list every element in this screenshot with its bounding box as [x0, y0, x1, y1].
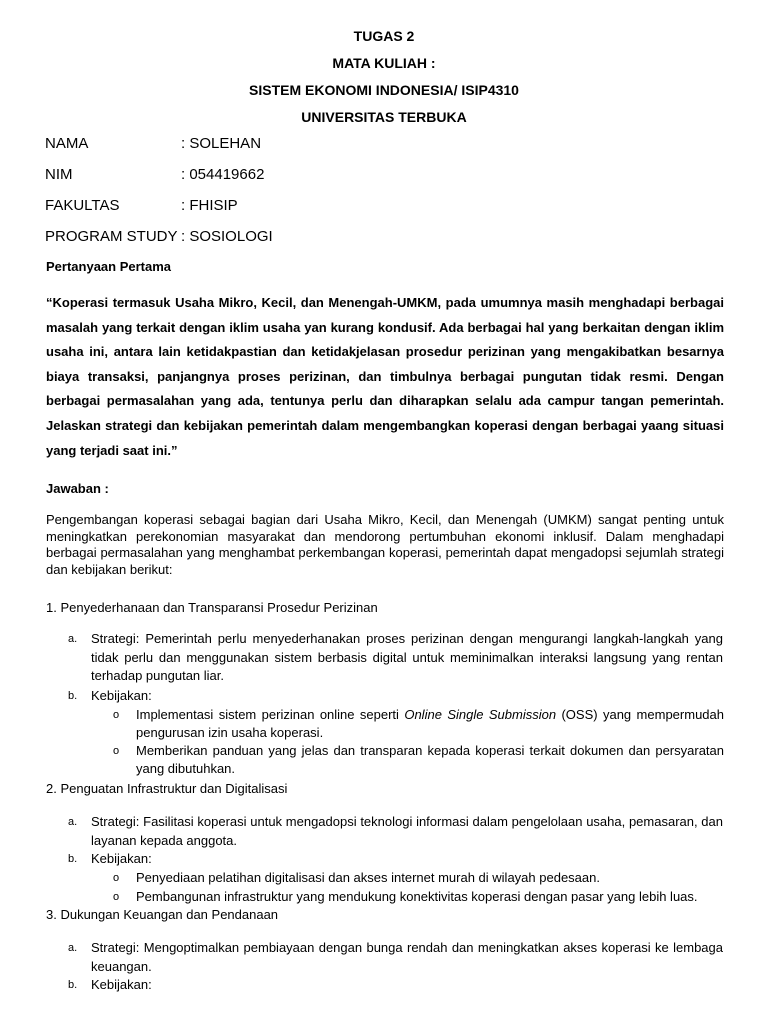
section-2-strategy: Strategi: Fasilitasi koperasi untuk mengadopsi teknologi informasi dalam pengelolaan usaha, pemasaran, dan layanan kepada anggota.: [91, 814, 723, 848]
answer-heading: Jawaban :: [46, 481, 109, 496]
section-3-policy-marker: b.: [68, 979, 78, 991]
section-3-strategy: Strategi: Mengoptimalkan pembiayaan dengan bunga rendah dan meningkatkan akses koperasi ke lembaga keuangan.: [91, 940, 723, 974]
question-heading: Pertanyaan Pertama: [46, 259, 172, 274]
section-3-policy-label: Kebijakan:: [91, 977, 152, 992]
section-1-policy-label: Kebijakan:: [91, 688, 152, 703]
faculty-value: : FHISIP: [181, 197, 238, 214]
doc-title: TUGAS 2: [353, 28, 415, 44]
section-1-policy-2: Memberikan panduan yang jelas dan transparan kepada koperasi terkait dokumen dan persyaratan yang dibutuhkan.: [136, 743, 724, 777]
program-value: : SOSIOLOGI: [181, 228, 273, 245]
section-2-title: 2. Penguatan Infrastruktur dan Digitalisasi: [46, 781, 288, 796]
section-2-bullet-1: o: [113, 872, 120, 884]
question-text: “Koperasi termasuk Usaha Mikro, Kecil, dan Menengah-UMKM, pada umumnya masih menghadapi berbagai masalah yang terkait dengan iklim usaha yan kurang kondusif. Ada berbagai hal yang berkaitan dengan iklim usaha ini, antara lain ketidakpastian dan ketidakjelasan prosedur perizinan yang mengakibatkan besarnya biaya transaksi, panjangnya proses perizinan, dan timbulnya berbagai pungutan tidak resmi. Dengan berbagai permasalahan yang ada, tentunya perlu dan diharapkan selalu ada campur tangan pemerintah. Jelaskan strategi dan kebijakan pemerintah dalam mengembangkan koperasi dengan berbagai yaang situasi yang terjadi saat ini.”: [46, 295, 724, 458]
program-label: PROGRAM STUDY: [45, 228, 178, 245]
university-name: UNIVERSITAS TERBUKA: [301, 109, 467, 125]
name-value: : SOLEHAN: [181, 135, 262, 152]
section-1-bullet-1: o: [113, 709, 120, 721]
section-1-strategy-marker: a.: [68, 633, 78, 645]
course-label: MATA KULIAH :: [332, 55, 436, 71]
answer-intro: Pengembangan koperasi sebagai bagian dari Usaha Mikro, Kecil, dan Menengah (UMKM) sangat penting untuk meningkatkan perekonomian masyarakat dan mendorong pertumbuhan ekonomi inklusif. Dalam menghadapi berbagai permasalahan yang menghambat perkembangan koperasi, pemerintah dapat mengadopsi sejumlah strategi dan kebijakan berikut:: [46, 512, 724, 577]
section-2-bullet-2: o: [113, 891, 120, 903]
section-3-title: 3. Dukungan Keuangan dan Pendanaan: [46, 907, 279, 922]
section-1-title: 1. Penyederhanaan dan Transparansi Prosedur Perizinan: [46, 600, 378, 615]
section-2-strategy-marker: a.: [68, 816, 78, 828]
section-3-strategy-marker: a.: [68, 942, 78, 954]
section-1-policy-marker: b.: [68, 690, 78, 702]
name-label: NAMA: [45, 135, 89, 152]
section-1-policy-1: Implementasi sistem perizinan online seperti Online Single Submission (OSS) yang mempermudah pengurusan izin usaha koperasi.: [136, 707, 724, 741]
section-2-policy-label: Kebijakan:: [91, 851, 152, 866]
section-1-bullet-2: o: [113, 745, 120, 757]
section-2-policy-marker: b.: [68, 853, 78, 865]
faculty-label: FAKULTAS: [45, 197, 120, 214]
section-1-strategy: Strategi: Pemerintah perlu menyederhanakan proses perizinan dengan mengurangi langkah-langkah yang tidak perlu dan menggunakan sistem berbasis digital untuk meminimalkan interaksi langsung yang rentan terhadap pungutan liar.: [91, 631, 723, 684]
section-2-policy-2: Pembangunan infrastruktur yang mendukung konektivitas koperasi dengan pasar yang lebih luas.: [136, 889, 698, 904]
section-2-policy-1: Penyediaan pelatihan digitalisasi dan akses internet murah di wilayah pedesaan.: [136, 870, 600, 885]
nim-value: : 054419662: [181, 166, 265, 183]
course-name: SISTEM EKONOMI INDONESIA/ ISIP4310: [249, 82, 519, 98]
nim-label: NIM: [45, 166, 73, 183]
